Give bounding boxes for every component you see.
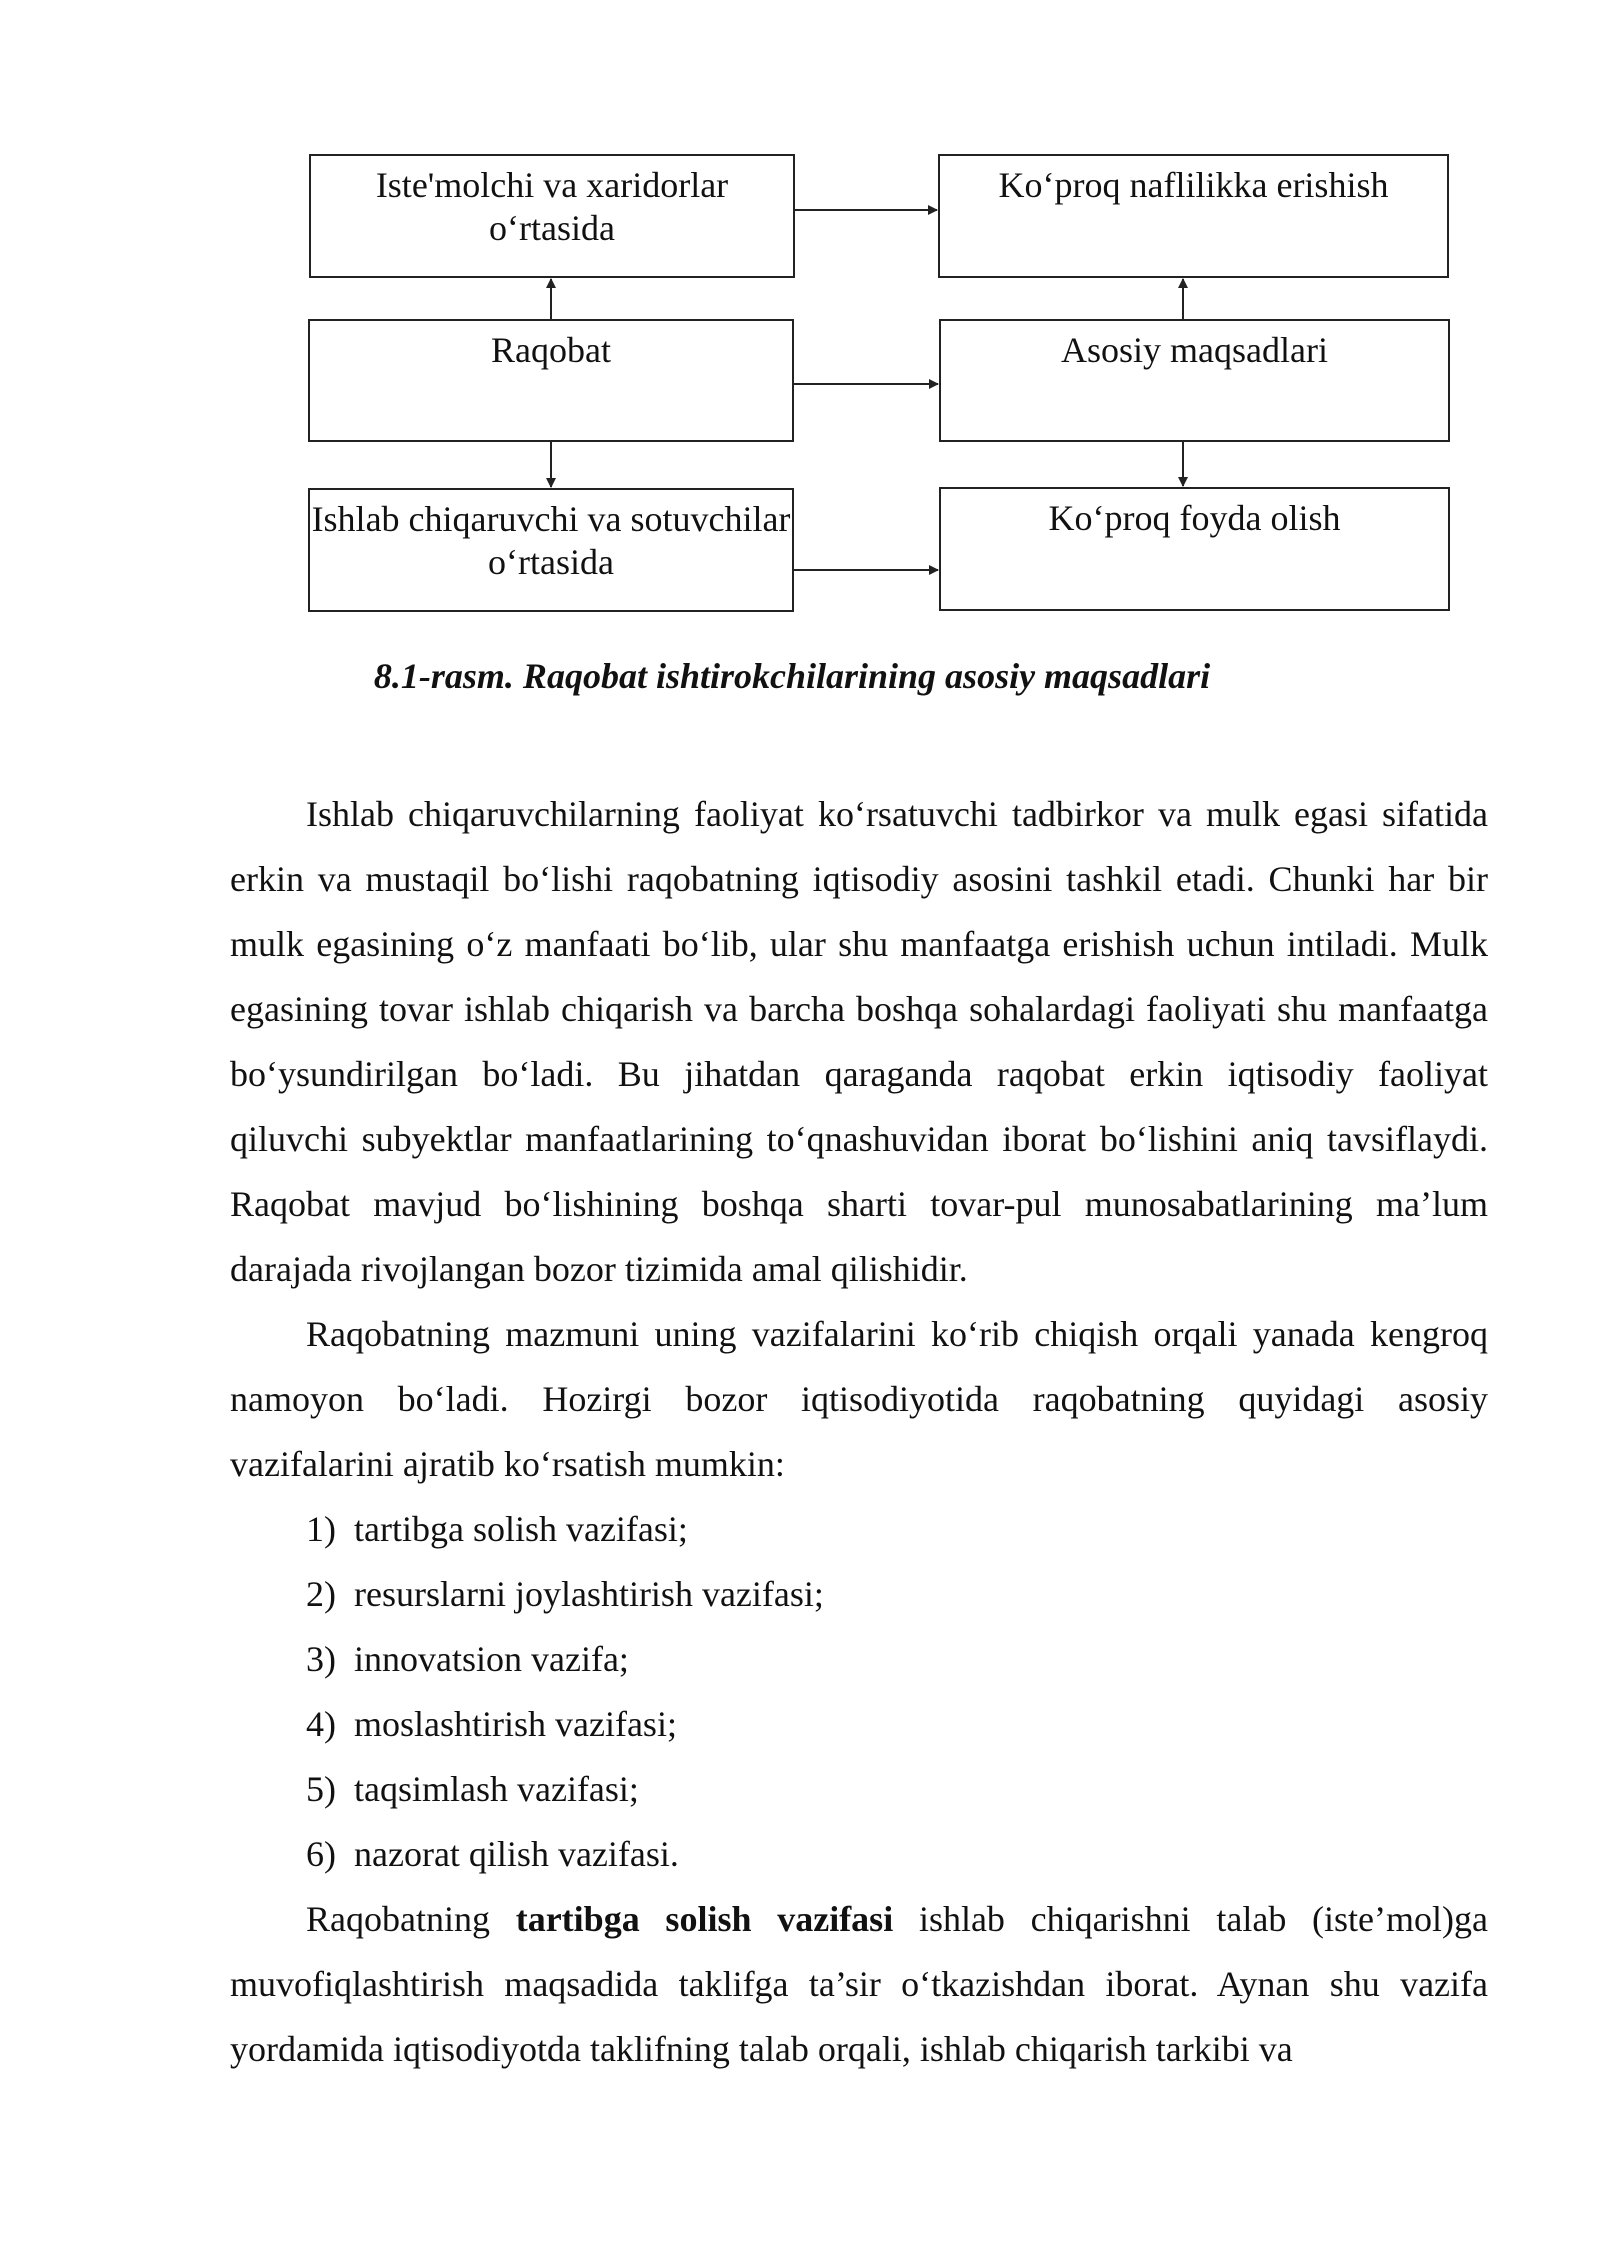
diagram-arrows	[0, 0, 1600, 640]
figure-caption-text: 8.1-rasm. Raqobat ishtirokchilarining asosiy maqsadlari	[373, 656, 1211, 696]
list-item	[230, 1562, 1488, 1627]
box-competition-label: Raqobat	[491, 330, 611, 370]
list-item	[230, 1692, 1488, 1757]
list-item-text: tartibga solish vazifasi;	[354, 1509, 688, 1549]
paragraph-1: Ishlab chiqaruvchilarning faoliyat ko‘rsatuvchi tadbirkor va mulk egasi sifatida erkin va mustaqil bo‘lishi raqobatning iqtisodiy asosini tashkil etadi. Chunki har bir mulk egasining o‘z manfaati bo‘lib, ular shu manfaatga erishish uchun intiladi. Mulk egasining tovar ishlab chiqarish va barcha boshqa sohalardagi faoliyati shu manfaatga bo‘ysundirilgan bo‘ladi. Bu jihatdan qaraganda raqobat erkin iqtisodiy faoliyat qiluvchi subyektlar manfaatlarining to‘qnashuvidan iborat bo‘lishini aniq tavsiflaydi. Raqobat mavjud bo‘lishining boshqa sharti tovar-pul munosabatlarining ma’lum darajada rivojlangan bozor tizimida amal qilishidir.	[230, 794, 1488, 1289]
paragraph-3	[230, 1887, 1488, 2082]
box-main-goals-label: Asosiy maqsadlari	[1061, 330, 1328, 370]
list-item-text: nazorat qilish vazifasi.	[354, 1834, 679, 1874]
list-item-number: 6)	[306, 1834, 336, 1874]
list-item	[230, 1822, 1488, 1887]
list-item-text: innovatsion vazifa;	[354, 1639, 629, 1679]
list-item-text: taqsimlash vazifasi;	[354, 1769, 639, 1809]
body-text	[230, 782, 1488, 2082]
paragraph-3-start: Raqobatning	[306, 1899, 516, 1939]
list-item-text: resurslarni joylashtirish vazifasi;	[354, 1574, 824, 1614]
box-more-profit-label: Ko‘proq foyda olish	[1048, 498, 1341, 538]
goals-diagram	[0, 0, 1600, 640]
paragraph-2: Raqobatning mazmuni uning vazifalarini ko‘rib chiqish orqali yanada kengroq namoyon bo‘ladi. Hozirgi bozor iqtisodiyotida raqobatning quyidagi asosiy vazifalarini ajratib ko‘rsatish mumkin:	[230, 1314, 1488, 1484]
list-item	[230, 1757, 1488, 1822]
list-item-number: 3)	[306, 1639, 336, 1679]
list-item-number: 4)	[306, 1704, 336, 1744]
list-item-text: moslashtirish vazifasi;	[354, 1704, 677, 1744]
list-item-number: 5)	[306, 1769, 336, 1809]
paragraph-3-rest: ishlab chiqarishni talab (iste’mol)ga muvofiqlashtirish maqsadida taklifga ta’sir o‘tkazishdan iborat. Aynan shu vazifa yordamida iqtisodiyotda taklifning talab orqali, ishlab chiqarish tarkibi va	[230, 1899, 1488, 2069]
figure-caption	[0, 655, 1600, 697]
list-item	[230, 1497, 1488, 1562]
list-item	[230, 1627, 1488, 1692]
list-item-number: 1)	[306, 1509, 336, 1549]
functions-list	[230, 1497, 1488, 1887]
box-producers-label: Ishlab chiqaruvchi va sotuvchilar o‘rtasida	[311, 499, 791, 582]
box-more-utility-label: Ko‘proq naflilikka erishish	[998, 165, 1389, 205]
list-item-number: 2)	[306, 1574, 336, 1614]
box-consumers-label: Iste'molchi va xaridorlar o‘rtasida	[375, 165, 729, 248]
paragraph-3-bold-term: tartibga solish vazifasi	[515, 1899, 894, 1939]
